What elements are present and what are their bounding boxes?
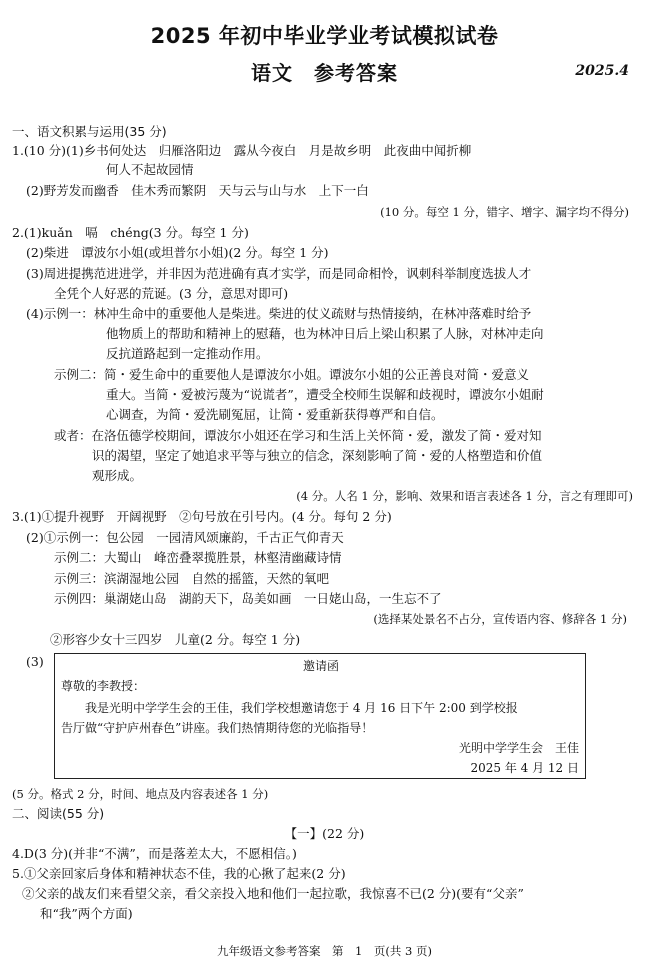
q1-line-1: 1.(10 分)(1)乡书何处达 归雁洛阳边 露从今夜白 月是故乡明 此夜曲中闻折柳 xyxy=(12,143,472,158)
q2-line-3: (3)周进提携范进进学，并非因为范进确有真才实学，而是同命相怜，讽刺科举制度选拔人才 xyxy=(26,266,532,281)
page-footer: 九年级语文参考答案 第 1 页(共 3 页) xyxy=(217,944,432,958)
q2-line-9: 重大。当简・爱被污蔑为“说谎者”，遭受全校师生误解和歧视时，谭波尔小姐耐 xyxy=(106,387,544,402)
q2-line-4: 全凭个人好恶的荒诞。(3 分，意思对即可) xyxy=(54,286,289,301)
invitation-letter-box xyxy=(54,653,586,779)
q2-line-13: 观形成。 xyxy=(92,468,143,483)
q3-scoring-note-1: (选择某处景名不占分，宣传语内容、修辞各 1 分) xyxy=(373,612,627,626)
q2-line-7: 反抗道路起到一定推动作用。 xyxy=(106,346,269,361)
exam-date: 2025.4 xyxy=(575,63,629,79)
q2-line-11: 或者：在洛伍德学校期间，谭波尔小姐还在学习和生活上关怀简・爱，激发了简・爱对知 xyxy=(54,428,542,443)
q5-line-1: 5.①父亲回家后身体和精神状态不佳，我的心揪了起来(2 分) xyxy=(12,866,346,881)
letter-greeting: 尊敬的李教授： xyxy=(61,679,146,693)
q2-line-8: 示例二：简・爱生命中的重要他人是谭波尔小姐。谭波尔小姐的公正善良对简・爱意义 xyxy=(54,367,530,382)
q1-line-3: (2)野芳发而幽香 佳木秀而繁阴 天与云与山与水 上下一白 xyxy=(26,183,369,198)
q2-scoring-note: (4 分。人名 1 分，影响、效果和语言表述各 1 分，言之有理即可) xyxy=(296,489,633,503)
letter-body-line-1: 我是光明中学学生会的王佳，我们学校想邀请您于 4 月 16 日下午 2:00 到学校报 xyxy=(85,701,518,715)
q3-line-3: 示例二：大蜀山 峰峦叠翠揽胜景，林壑清幽藏诗情 xyxy=(54,550,342,565)
exam-title: 2025 年初中毕业学业考试模拟试卷 xyxy=(150,24,499,48)
q3-line-6: ②形容少女十三四岁 儿童(2 分。每空 1 分) xyxy=(50,632,301,647)
q2-line-6: 他物质上的帮助和精神上的慰藉，也为林冲日后上梁山积累了人脉，对林冲走向 xyxy=(106,326,544,341)
q2-line-10: 心调查，为简・爱洗刷冤屈，让简・爱重新获得尊严和自信。 xyxy=(106,407,444,422)
section-2-heading: 二、阅读(55 分) xyxy=(12,806,105,821)
exam-subtitle: 语文 参考答案 xyxy=(251,61,398,85)
q3-line-5: 示例四：巢湖姥山岛 湖韵天下，岛美如画 一日姥山岛，一生忘不了 xyxy=(54,591,442,606)
letter-signer: 光明中学学生会 王佳 xyxy=(458,741,579,755)
section-1-heading: 一、语文积累与运用(35 分) xyxy=(12,124,167,139)
q2-line-1: 2.(1)kuǎn 嗝 chéng(3 分。每空 1 分) xyxy=(12,225,249,240)
q3-line-4: 示例三：滨湖湿地公园 自然的摇篮，天然的氧吧 xyxy=(54,571,330,586)
q2-line-2: (2)柴进 谭波尔小姐(或坦普尔小姐)(2 分。每空 1 分) xyxy=(26,245,329,260)
q5-line-3: 和“我”两个方面) xyxy=(40,906,133,921)
letter-date: 2025 年 4 月 12 日 xyxy=(470,761,579,775)
letter-title: 邀请函 xyxy=(302,659,339,673)
q1-line-2: 何人不起故园情 xyxy=(106,162,194,177)
q3-scoring-note-2: (5 分。格式 2 分，时间、地点及内容表述各 1 分) xyxy=(12,787,269,801)
q3-line-2: (2)①示例一：包公园 一园清风颂廉韵，千古正气仰青天 xyxy=(26,530,344,545)
q2-line-5: (4)示例一：林冲生命中的重要他人是柴进。柴进的仗义疏财与热情接纳，在林冲落难时给予 xyxy=(26,306,532,321)
q2-line-12: 识的渴望，坚定了她追求平等与独立的信念，深刻影响了简・爱的人格塑造和价值 xyxy=(92,448,543,463)
letter-body-line-2: 告厅做“守护庐州春色”讲座。我们热情期待您的光临指导！ xyxy=(61,721,374,735)
q5-line-2: ②父亲的战友们来看望父亲，看父亲投入地和他们一起拉歌，我惊喜不已(2 分)(要有“父亲” xyxy=(22,886,524,901)
reading-part-1-heading: 【一】(22 分) xyxy=(284,826,365,841)
q4-answer: 4.D(3 分)(并非“不满”，而是落差太大，不愿相信。) xyxy=(12,846,297,861)
q3-part-3-label: (3) xyxy=(26,654,44,669)
q1-scoring-note: (10 分。每空 1 分，错字、增字、漏字均不得分) xyxy=(380,205,629,219)
q3-line-1: 3.(1)①提升视野 开阔视野 ②句号放在引号内。(4 分。每句 2 分) xyxy=(12,509,392,524)
